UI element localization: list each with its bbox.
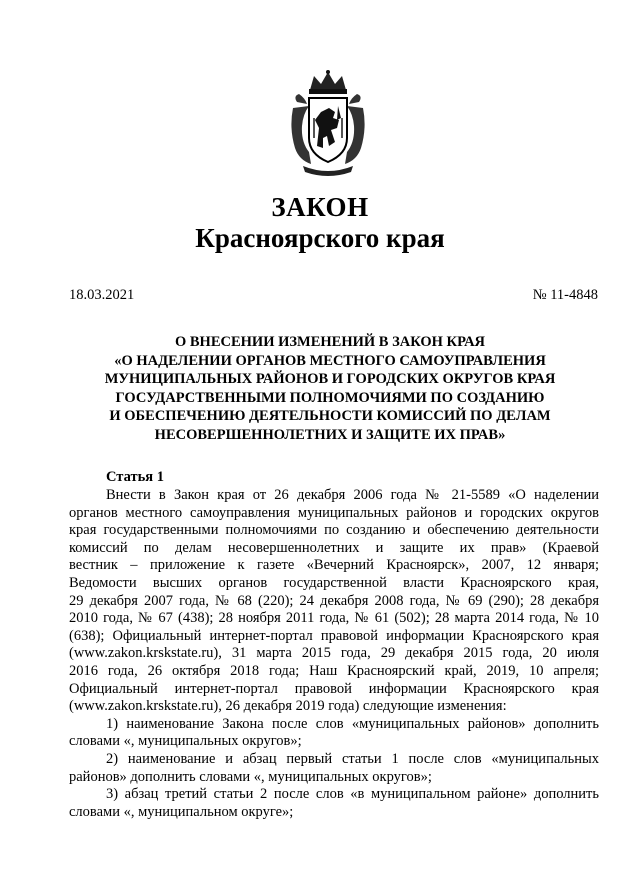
body-line: (www.zakon.krskstate.ru), 26 декабря 2019 года) следующие изменения: (69, 698, 507, 715)
coat-of-arms-icon (285, 68, 371, 176)
body-line: 2016 года, 26 октября 2018 года; Наш Красноярский край, 2019, 10 апреля; (69, 662, 599, 679)
body-line: Официальный интернет-портал правовой информации Красноярского края (69, 680, 599, 697)
body-line: (638); Официальный интернет-портал правовой информации Красноярского края (69, 627, 599, 644)
body-line: (www.zakon.krskstate.ru), 31 марта 2015 года, 29 декабря 2015 года, 20 июля (69, 645, 599, 662)
heading-line: «О НАДЕЛЕНИИ ОРГАНОВ МЕСТНОГО САМОУПРАВЛЕНИЯ (114, 352, 546, 369)
document-number: № 11-4848 (532, 287, 598, 303)
body-line: комиссий по делам несовершеннолетних и защите их прав» (Краевой (69, 539, 599, 556)
body-line: вестник – приложение к газете «Вечерний Красноярск», 2007, 12 января; (69, 557, 599, 574)
body-line: 29 декабря 2007 года, № 68 (220); 24 декабря 2008 года, № 69 (290); 28 декабря (69, 592, 599, 609)
body-line: словами «, муниципальном округе»; (69, 803, 294, 820)
heading-line: ГОСУДАРСТВЕННЫМИ ПОЛНОМОЧИЯМИ ПО СОЗДАНИЮ (115, 389, 545, 406)
article-body (69, 487, 599, 821)
body-line: 3) абзац третий статьи 2 после слов «в муниципальном районе» дополнить (106, 786, 599, 803)
document-date: 18.03.2021 (69, 287, 135, 303)
law-heading (60, 333, 600, 444)
body-line: Ведомости высших органов государственной власти Красноярского края, (69, 574, 599, 591)
body-line: районов» дополнить словами «, муниципальных округов»; (69, 768, 432, 785)
body-line: 2010 года, № 67 (438); 28 ноября 2011 года, № 61 (502); 28 марта 2014 года, № 10 (69, 610, 599, 627)
body-line: края государственными полномочиями по созданию и обеспечению деятельности (69, 522, 599, 539)
body-line: 1) наименование Закона после слов «муниципальных районов» дополнить (106, 715, 599, 732)
body-line: органов местного самоуправления муниципальных районов и городских округов (69, 504, 599, 521)
heading-line: НЕСОВЕРШЕННОЛЕТНИХ И ЗАЩИТЕ ИХ ПРАВ» (154, 426, 506, 443)
body-line: словами «, муниципальных округов»; (69, 733, 302, 750)
document-type-title: ЗАКОН (271, 192, 369, 222)
body-line: 2) наименование и абзац первый статьи 1 после слов «муниципальных (106, 750, 599, 767)
body-line: Внести в Закон края от 26 декабря 2006 года № 21-5589 «О наделении (106, 487, 599, 503)
heading-line: МУНИЦИПАЛЬНЫХ РАЙОНОВ И ГОРОДСКИХ ОКРУГОВ КРАЯ (104, 371, 556, 387)
article-title: Статья 1 (106, 469, 164, 485)
heading-line: И ОБЕСПЕЧЕНИЮ ДЕЯТЕЛЬНОСТИ КОМИССИЙ ПО ДЕЛАМ (109, 408, 551, 424)
region-title: Красноярского края (195, 223, 445, 253)
heading-line: О ВНЕСЕНИИ ИЗМЕНЕНИЙ В ЗАКОН КРАЯ (174, 334, 486, 350)
